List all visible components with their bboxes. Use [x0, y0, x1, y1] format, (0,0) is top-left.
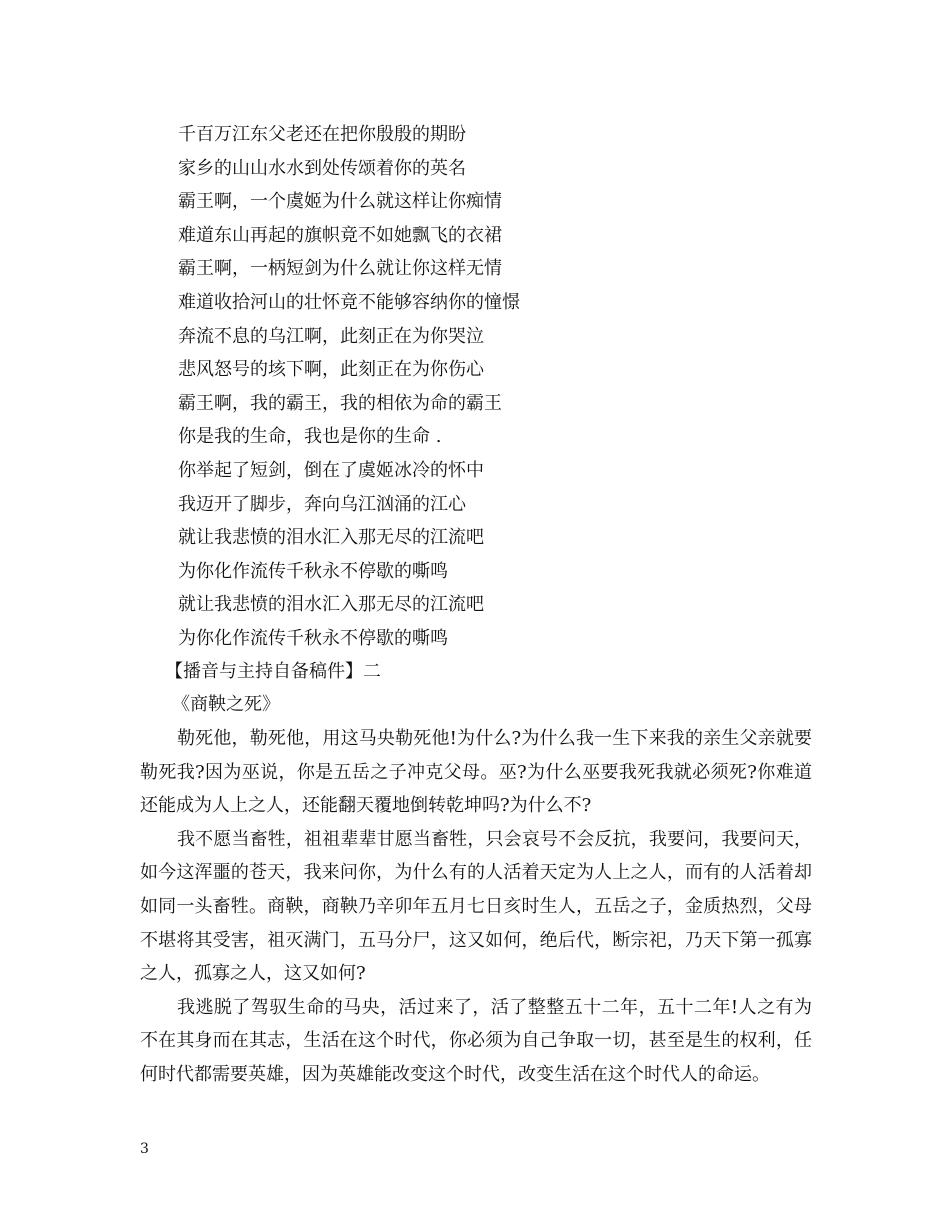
poem-line: 难道收拾河山的壮怀竟不能够容纳你的憧憬: [178, 291, 520, 313]
paragraph: 我逃脱了驾驭生命的马央，活过来了，活了整整五十二年，五十二年!人之有为不在其身而在其志，生活在这个时代，你必须为自己争取一切，甚至是生的权利，任何时代都需要英雄，因为英雄能改变这个时代，改变生活在这个时代人的命运。: [140, 996, 812, 1085]
paragraph: 我不愿当畜牲，祖祖辈辈甘愿当畜牲，只会哀号不会反抗，我要问，我要问天，如今这浑噩的苍天，我来问你，为什么有的人活着天定为人上之人，而有的人活着却如同一头畜牲。商鞅，商鞅乃辛卯年五月七日亥时生人，五岳之子，金质热烈，父母不堪将其受害，祖灭满门，五马分尸，这又如何，绝后代，断宗祀，乃天下第一孤寡之人，孤寡之人，这又如何?: [140, 828, 812, 985]
section-heading: 【播音与主持自备稿件】二: [165, 661, 381, 682]
poem-line: 霸王啊，一个虞姬为什么就这样让你痴情: [178, 191, 502, 213]
section-title: 《商鞅之死》: [172, 694, 280, 715]
poem-line: 你举起了短剑，倒在了虞姬冰冷的怀中: [178, 459, 484, 481]
prose-block: [140, 722, 812, 1092]
poem-line: 就让我悲愤的泪水汇入那无尽的江流吧: [178, 594, 484, 616]
poem-line: 千百万江东父老还在把你殷殷的期盼: [178, 124, 466, 145]
poem-line: 奔流不息的乌江啊，此刻正在为你哭泣: [178, 325, 484, 347]
poem-line: 悲风怒号的垓下啊，此刻正在为你伤心: [178, 359, 484, 381]
poem-line: 为你化作流传千秋永不停歇的嘶鸣: [178, 627, 448, 649]
poem-line: 我迈开了脚步，奔向乌江汹涌的江心: [178, 493, 466, 515]
poem-line: 你是我的生命，我也是你的生命 .: [178, 426, 442, 448]
poem-line: 难道东山再起的旗帜竟不如她飘飞的衣裙: [178, 224, 502, 246]
poem-block: [178, 118, 818, 656]
poem-line: 为你化作流传千秋永不停歇的嘶鸣: [178, 560, 448, 582]
poem-line: 家乡的山山水水到处传颂着你的英名: [178, 157, 466, 179]
poem-line: 霸王啊，我的霸王，我的相依为命的霸王: [178, 392, 502, 414]
page-number: 3: [140, 1141, 149, 1157]
poem-line: 就让我悲愤的泪水汇入那无尽的江流吧: [178, 527, 484, 549]
paragraph: 勒死他，勒死他，用这马央勒死他!为什么?为什么我一生下来我的亲生父亲就要勒死我?因为巫说，你是五岳之子冲克父母。巫?为什么巫要我死我就必须死?你难道还能成为人上之人，还能翻天覆地倒转乾坤吗?为什么不?: [140, 728, 812, 817]
poem-line: 霸王啊，一柄短剑为什么就让你这样无情: [178, 258, 502, 280]
